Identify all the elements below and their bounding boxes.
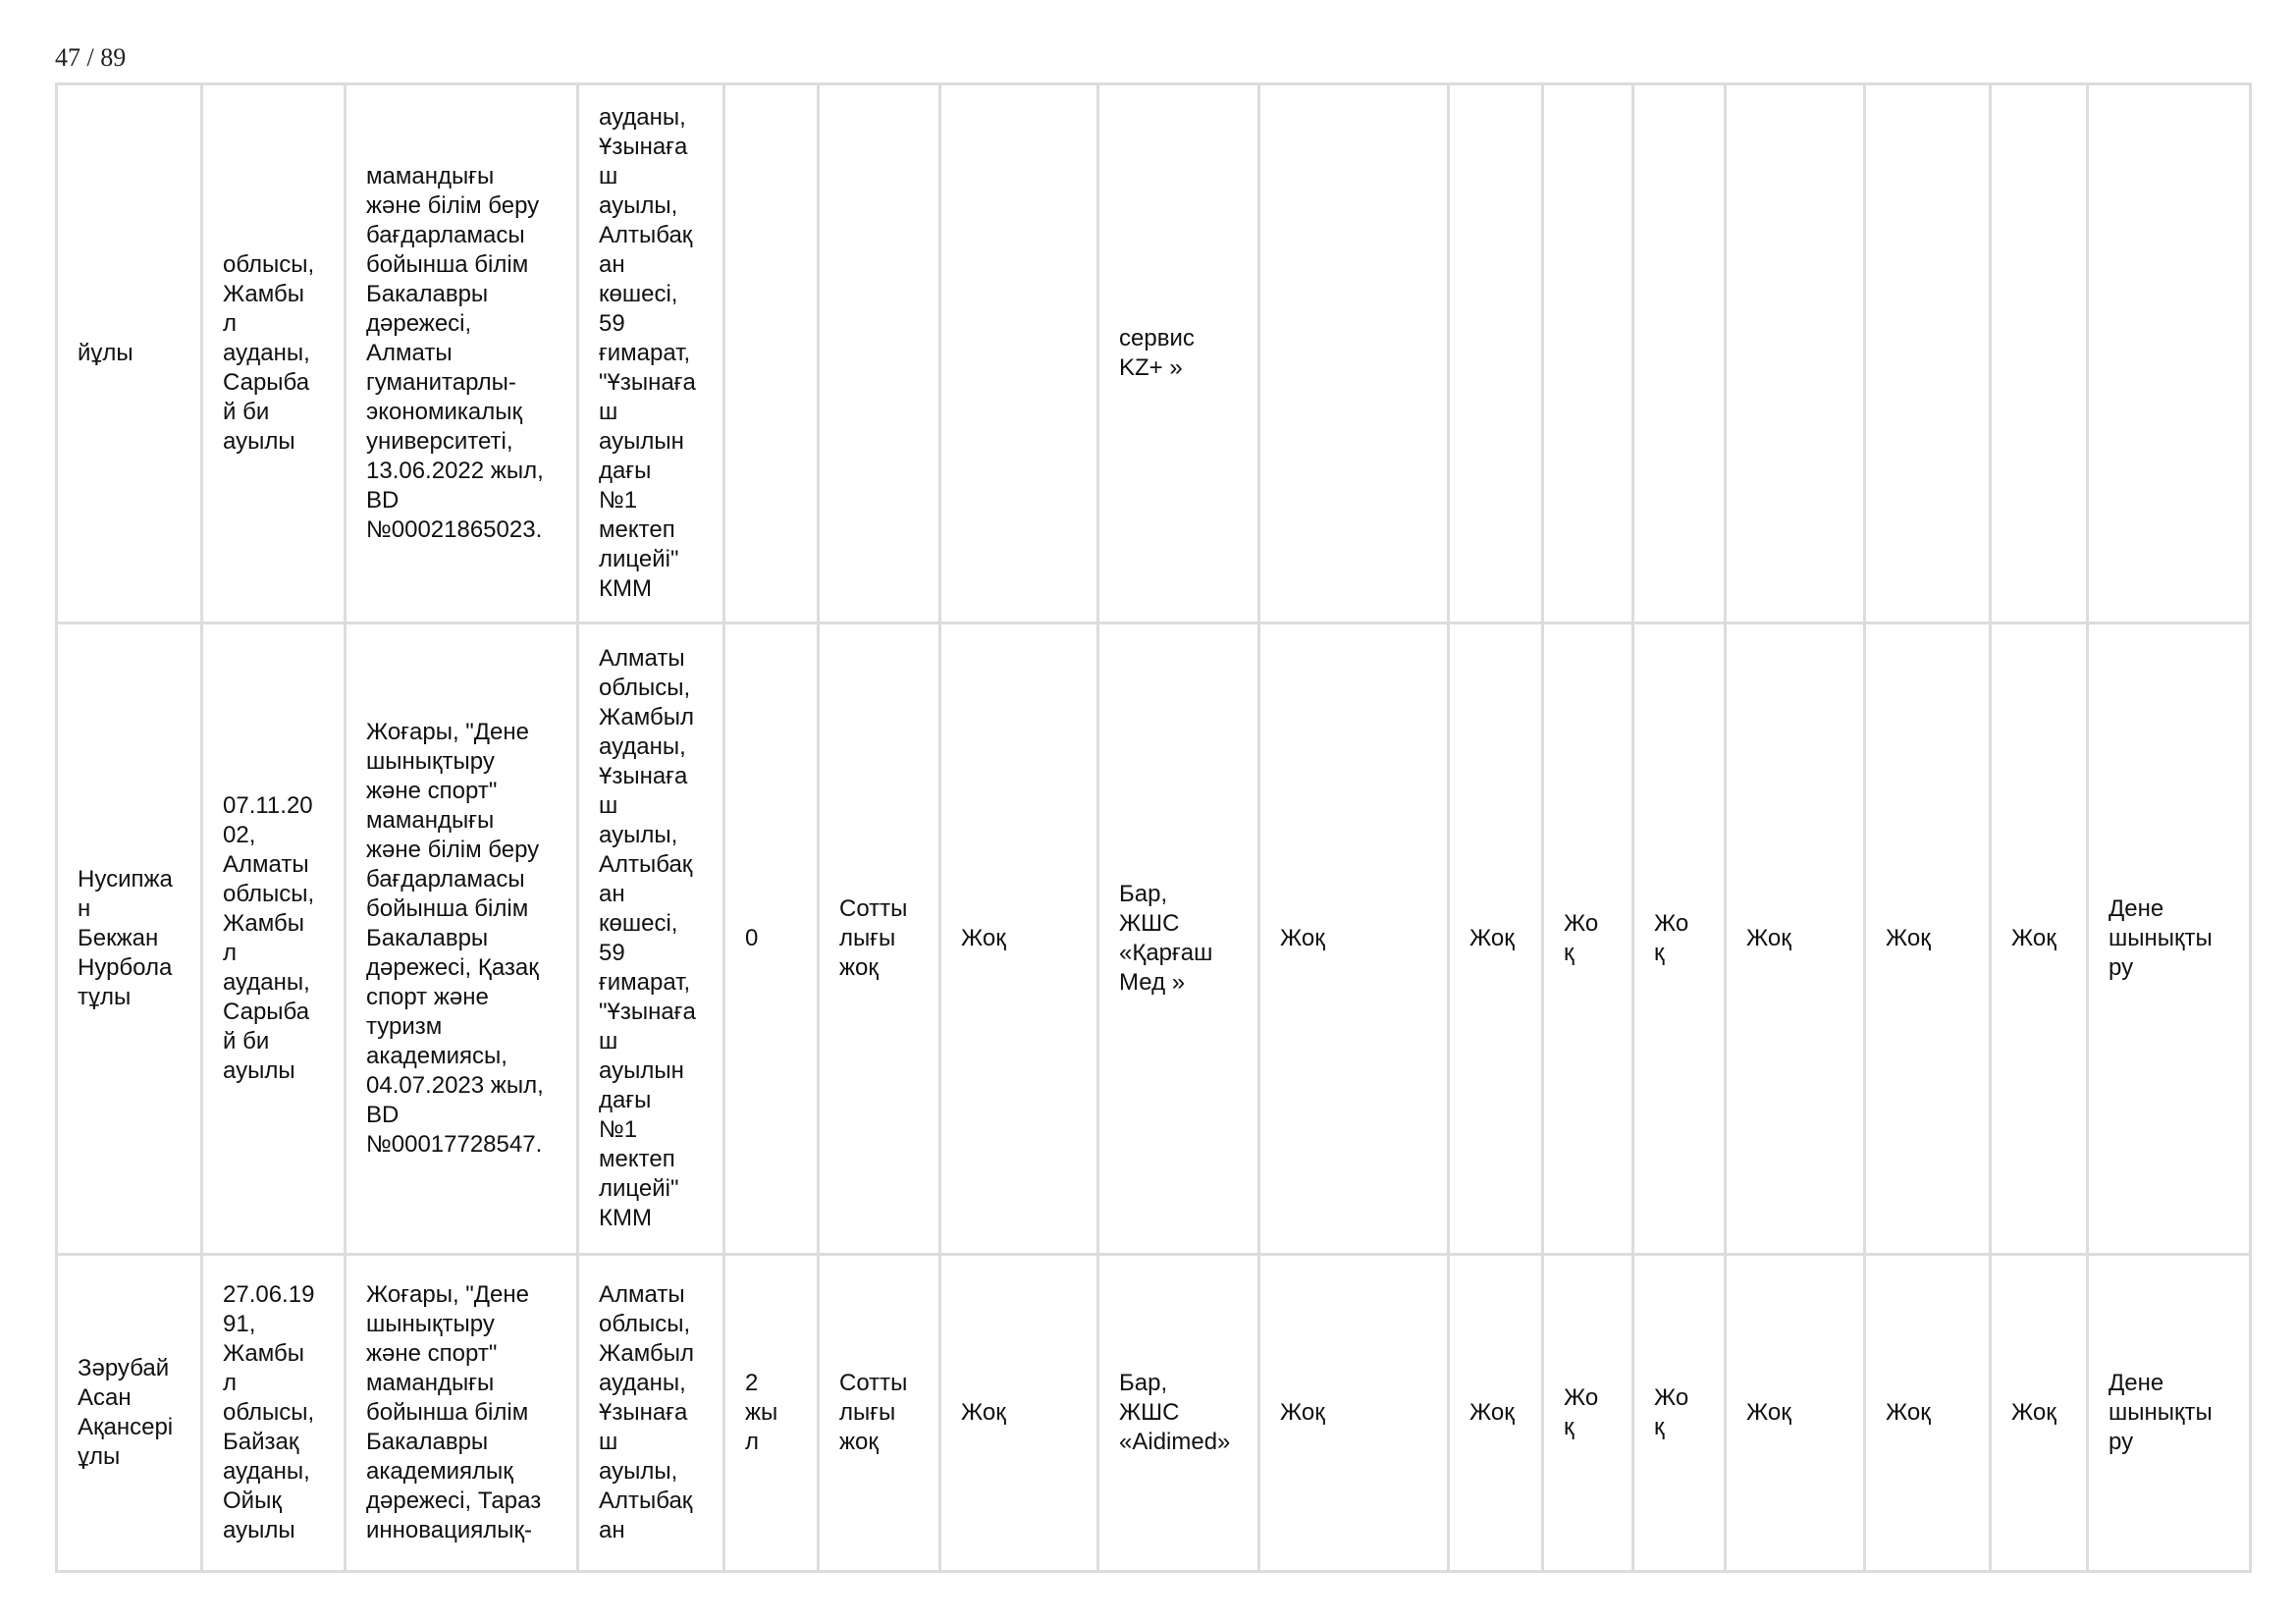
cell-education: Жоғары, "Дене шынықтыру және спорт" мамандығы бойынша білім Бакалавры академиялық дәрежесі, Тараз инновациялық-: [344, 1253, 576, 1573]
cell-criminal-record: Сотты лығы жоқ: [817, 1253, 938, 1573]
cell-name: Зәрубай Асан Ақансері ұлы: [55, 1253, 200, 1573]
cell-col-11: [1541, 82, 1631, 622]
cell-col-15: Жоқ: [1989, 622, 2086, 1253]
cell-birth-place: облысы, Жамбы л ауданы, Сарыба й би ауылы: [200, 82, 344, 622]
cell-birth-place: 07.11.20 02, Алматы облысы, Жамбы л ауданы, Сарыба й би ауылы: [200, 622, 344, 1253]
cell-col-9: Жоқ: [1257, 1253, 1447, 1573]
cell-col-8: Бар, ЖШС «Қарғаш Мед »: [1096, 622, 1257, 1253]
cell-name: йұлы: [55, 82, 200, 622]
cell-col-14: Жоқ: [1863, 622, 1989, 1253]
cell-specialty: Дене шынықты ру: [2086, 1253, 2252, 1573]
cell-col-12: Жо қ: [1631, 1253, 1724, 1573]
cell-col-9: [1257, 82, 1447, 622]
cell-col-7: Жоқ: [938, 1253, 1096, 1573]
cell-col-13: [1724, 82, 1863, 622]
cell-experience: 0: [722, 622, 817, 1253]
cell-education: Жоғары, "Дене шынықтыру және спорт" мамандығы және білім беру бағдарламасы бойынша білім Бакалавры дәрежесі, Қазақ спорт және туризм академиясы, 04.07.2023 жыл, BD №00017728547.: [344, 622, 576, 1253]
cell-col-8: сервис KZ+ »: [1096, 82, 1257, 622]
cell-education: мамандығы және білім беру бағдарламасы бойынша білім Бакалавры дәрежесі, Алматы гуманитарлы- экономикалық университеті, 13.06.2022 жыл, BD №00021865023.: [344, 82, 576, 622]
cell-experience: 2 жы л: [722, 1253, 817, 1573]
table-row: [55, 82, 2252, 622]
cell-col-15: Жоқ: [1989, 1253, 2086, 1573]
table-row: [55, 622, 2252, 1253]
cell-col-10: Жоқ: [1447, 622, 1541, 1253]
page-number: 47 / 89: [55, 43, 127, 72]
cell-col-14: [1863, 82, 1989, 622]
cell-specialty: Дене шынықты ру: [2086, 622, 2252, 1253]
cell-col-12: [1631, 82, 1724, 622]
cell-col-10: Жоқ: [1447, 1253, 1541, 1573]
cell-col-12: Жо қ: [1631, 622, 1724, 1253]
cell-col-7: [938, 82, 1096, 622]
cell-criminal-record: Сотты лығы жоқ: [817, 622, 938, 1253]
cell-birth-place: 27.06.19 91, Жамбы л облысы, Байзақ ауданы, Ойық ауылы: [200, 1253, 344, 1573]
cell-specialty: [2086, 82, 2252, 622]
cell-workplace: Алматы облысы, Жамбыл ауданы, Ұзынаға ш ауылы, Алтыбақ ан: [576, 1253, 722, 1573]
cell-col-13: Жоқ: [1724, 622, 1863, 1253]
cell-col-10: [1447, 82, 1541, 622]
cell-col-11: Жо қ: [1541, 1253, 1631, 1573]
cell-col-11: Жо қ: [1541, 622, 1631, 1253]
cell-workplace: Алматы облысы, Жамбыл ауданы, Ұзынаға ш ауылы, Алтыбақ ан көшесі, 59 ғимарат, "Ұзынаға ш ауылын дағы №1 мектеп лицейі" КММ: [576, 622, 722, 1253]
cell-col-8: Бар, ЖШС «Aidimed»: [1096, 1253, 1257, 1573]
cell-col-13: Жоқ: [1724, 1253, 1863, 1573]
cell-criminal-record: [817, 82, 938, 622]
cell-col-14: Жоқ: [1863, 1253, 1989, 1573]
table-row: [55, 1253, 2252, 1573]
cell-workplace: ауданы, Ұзынаға ш ауылы, Алтыбақ ан көшесі, 59 ғимарат, "Ұзынаға ш ауылын дағы №1 мектеп лицейі" КММ: [576, 82, 722, 622]
cell-col-15: [1989, 82, 2086, 622]
cell-col-7: Жоқ: [938, 622, 1096, 1253]
cell-name: Нусипжа н Бекжан Нурбола тұлы: [55, 622, 200, 1253]
candidates-table: [55, 82, 2252, 1573]
cell-experience: [722, 82, 817, 622]
cell-col-9: Жоқ: [1257, 622, 1447, 1253]
